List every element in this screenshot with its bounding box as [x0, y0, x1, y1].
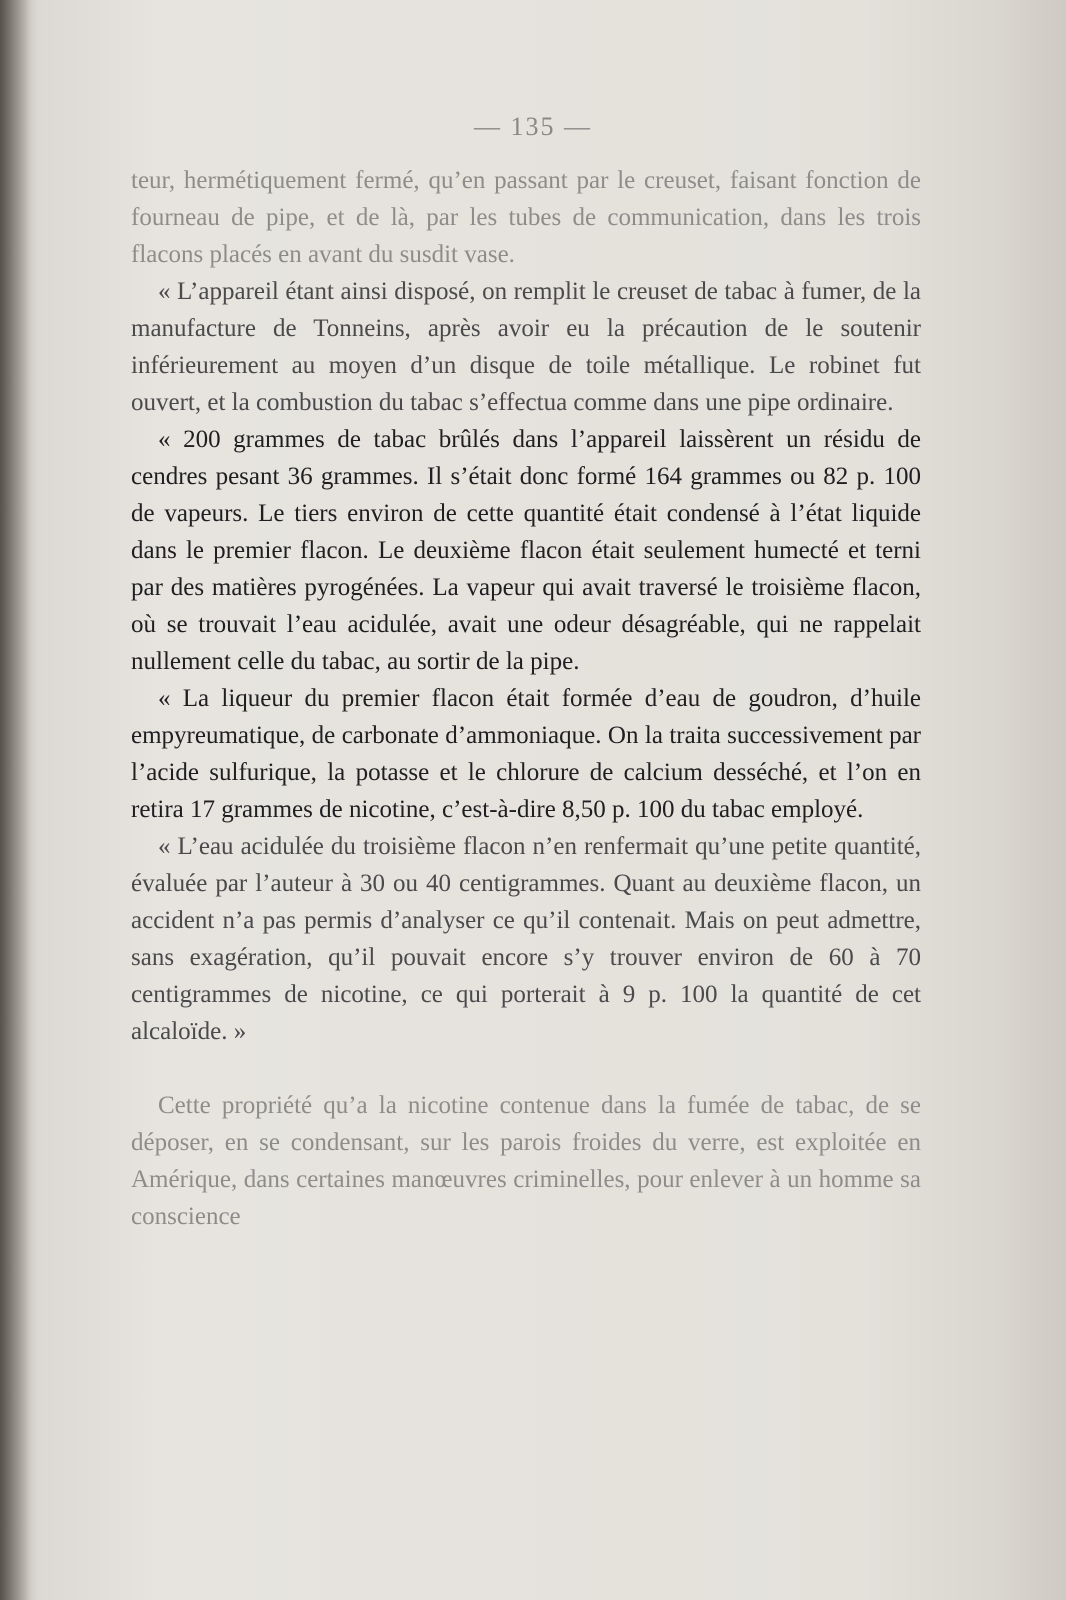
paragraph-eau-acidulee: « L’eau acidulée du troisième flacon n’en renfermait qu’une petite quantité, évaluée par l’auteur à 30 ou 40 centigrammes. Quant au deuxième flacon, un accident n’a pas permis d’analyser ce qu’il contenait. Mais on peut admettre, sans exagération, qu’il pouvait encore s’y trouver environ de 60 à 70 centigrammes de nicotine, ce qui porterait à 9 p. 100 la quantité de cet alcaloïde. »: [131, 833, 921, 1045]
page-number: — 135 —: [474, 112, 592, 141]
paragraph-propriete: Cette propriété qu’a la nicotine contenue dans la fumée de tabac, de se déposer, en se condensant, sur les parois froides du verre, est exploitée en Amérique, dans certaines manœuvres criminelles, pour enlever à un homme sa conscience: [131, 1092, 921, 1230]
paragraph-gap: [131, 1050, 921, 1087]
paragraph-liqueur: « La liqueur du premier flacon était formée d’eau de goudron, d’huile empyreumatique, de carbonate d’ammoniaque. On la traita successivement par l’acide sulfurique, la potasse et le chlorure de calcium desséché, et l’on en retira 17 grammes de nicotine, c’est-à-dire 8,50 p. 100 du tabac employé.: [131, 685, 921, 823]
body-text: [131, 162, 921, 1235]
paragraph-continuation: teur, hermétiquement fermé, qu’en passant par le creuset, faisant fonction de fourneau de pipe, et de là, par les tubes de communication, dans les trois flacons placés en avant du susdit vase.: [131, 167, 921, 268]
paragraph-apparatus: « L’appareil étant ainsi disposé, on remplit le creuset de tabac à fumer, de la manufacture de Tonneins, après avoir eu la précaution de le soutenir inférieurement au moyen d’un disque de toile métallique. Le robinet fut ouvert, et la combustion du tabac s’effectua comme dans une pipe ordinaire.: [131, 278, 921, 416]
paragraph-200-grammes: « 200 grammes de tabac brûlés dans l’appareil laissèrent un résidu de cendres pesant 36 grammes. Il s’était donc formé 164 grammes ou 82 p. 100 de vapeurs. Le tiers environ de cette quantité était condensé à l’état liquide dans le premier flacon. Le deuxième flacon était seulement humecté et terni par des matières pyrogénées. La vapeur qui avait traversé le troisième flacon, où se trouvait l’eau acidulée, avait une odeur désagréable, qui ne rappelait nullement celle du tabac, au sortir de la pipe.: [131, 426, 921, 675]
